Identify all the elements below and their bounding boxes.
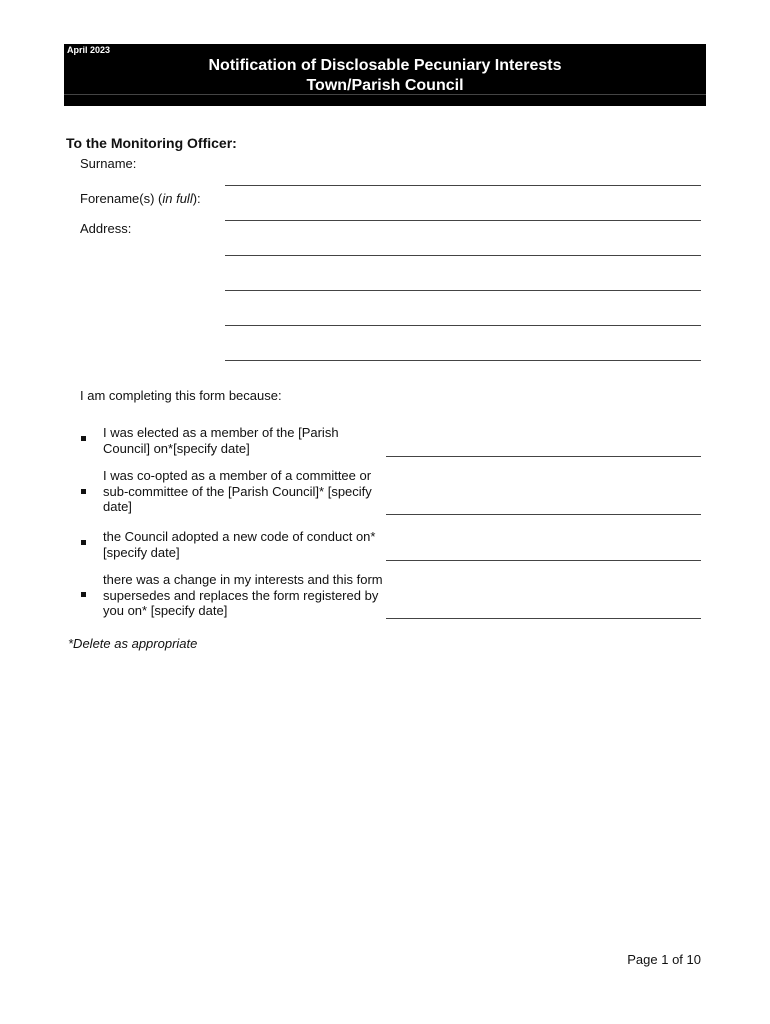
forename-label xyxy=(80,191,201,206)
delete-note: *Delete as appropriate xyxy=(68,636,198,651)
address-label: Address: xyxy=(80,221,132,236)
address-field-line-3[interactable] xyxy=(225,325,701,326)
reason-change-date-field[interactable] xyxy=(386,618,701,619)
page-number: Page 1 of 10 xyxy=(627,952,701,967)
surname-field[interactable] xyxy=(225,185,701,186)
surname-label: Surname: xyxy=(80,156,137,171)
header-date: April 2023 xyxy=(67,45,111,55)
header-divider xyxy=(64,94,706,95)
reason-change-in-interests: there was a change in my interests and this form supersedes and replaces the form registered by you on* [specify date] xyxy=(103,572,383,618)
bullet-marker xyxy=(81,592,86,597)
address-field-line-4[interactable] xyxy=(225,360,701,361)
header-band xyxy=(64,44,706,106)
reason-new-code: the Council adopted a new code of conduct on* [specify date] xyxy=(103,529,376,560)
forename-label-suffix: ): xyxy=(192,191,201,206)
reason-elected: I was elected as a member of the [Parish Council] on*[specify date] xyxy=(103,425,339,456)
reason-new-code-date-field[interactable] xyxy=(386,560,701,561)
bullet-marker xyxy=(81,489,86,494)
document-subtitle: Town/Parish Council xyxy=(306,77,464,94)
forename-label-prefix: Forename(s) ( xyxy=(80,191,163,206)
bullet-marker xyxy=(81,436,86,441)
reasons-heading: I am completing this form because: xyxy=(80,388,282,403)
reason-co-opted: I was co-opted as a member of a committee or sub-committee of the [Parish Council]* [specify date] xyxy=(103,468,372,514)
bullet-marker xyxy=(81,540,86,545)
forename-field[interactable] xyxy=(225,220,701,221)
address-field-line-1[interactable] xyxy=(225,255,701,256)
addressee-heading: To the Monitoring Officer: xyxy=(66,135,237,151)
address-field-line-2[interactable] xyxy=(225,290,701,291)
document-title: Notification of Disclosable Pecuniary Interests xyxy=(208,57,562,74)
forename-label-italic: in full xyxy=(162,191,193,206)
reason-co-opted-date-field[interactable] xyxy=(386,514,701,515)
reason-elected-date-field[interactable] xyxy=(386,456,701,457)
